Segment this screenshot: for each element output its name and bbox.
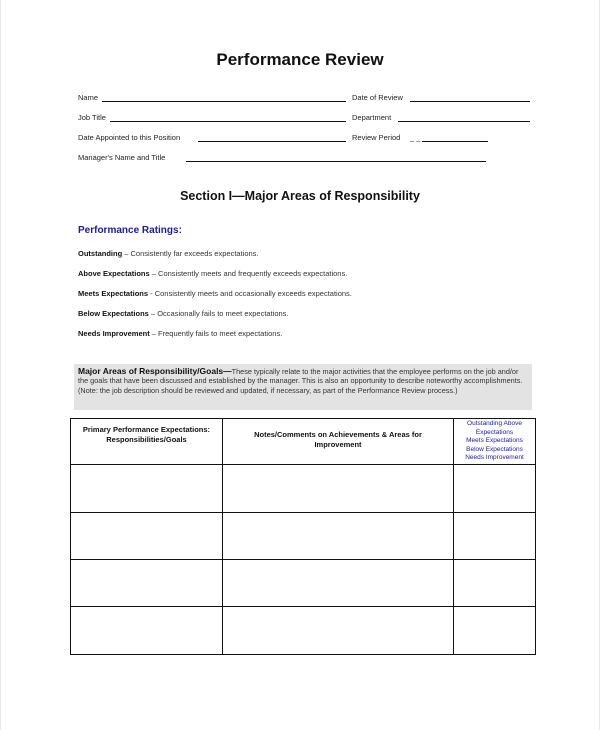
review-period-dashes: _ _ xyxy=(410,133,421,142)
goal-cell[interactable] xyxy=(71,513,223,560)
rating-outstanding xyxy=(78,249,259,258)
date-of-review-field[interactable] xyxy=(410,101,530,102)
legend-below: Below Expectations xyxy=(466,445,523,453)
rating-term: Needs Improvement xyxy=(78,329,150,338)
rating-cell[interactable] xyxy=(454,465,536,513)
manager-label: Manager's Name and Title xyxy=(78,153,166,162)
date-appointed-row xyxy=(78,133,538,145)
rating-above-expectations xyxy=(78,269,347,278)
rating-cell[interactable] xyxy=(454,607,536,655)
legend-needs-improvement: Needs Improvement xyxy=(465,454,524,462)
date-appointed-field[interactable] xyxy=(198,141,346,142)
rating-desc: - Consistently meets and occasionally exceeds expectations. xyxy=(148,289,352,298)
rating-desc: – Frequently fails to meet expectations. xyxy=(149,329,283,338)
goals-instructions-box xyxy=(74,364,532,410)
rating-below-expectations xyxy=(78,309,289,318)
rating-term: Below Expectations xyxy=(78,309,149,318)
date-appointed-label: Date Appointed to this Position xyxy=(78,133,181,142)
rating-term: Outstanding xyxy=(78,249,123,258)
table-row xyxy=(71,513,536,560)
header-expectations xyxy=(71,419,223,465)
legend-outstanding: Outstanding Above Expectations xyxy=(467,420,522,436)
header-notes xyxy=(223,419,454,465)
review-period-label: Review Period xyxy=(352,133,401,142)
legend-meets: Meets Expectations xyxy=(466,437,523,445)
rating-cell[interactable] xyxy=(454,513,536,560)
page-title: Performance Review xyxy=(216,50,384,69)
notes-cell[interactable] xyxy=(223,607,454,655)
rating-desc: – Consistently far exceeds expectations. xyxy=(122,249,259,258)
rating-desc: – Occasionally fails to meet expectations. xyxy=(148,309,289,318)
rating-meets-expectations xyxy=(78,289,352,298)
ratings-heading: Performance Ratings: xyxy=(78,225,182,236)
table-row xyxy=(71,560,536,607)
rating-term: Meets Expectations xyxy=(78,289,149,298)
notes-cell[interactable] xyxy=(223,560,454,607)
review-table xyxy=(70,418,536,655)
goal-cell[interactable] xyxy=(71,465,223,513)
header-notes-label: Notes/Comments on Achievements & Areas for Improvement xyxy=(254,430,422,449)
table-row xyxy=(71,465,536,513)
table-row xyxy=(71,607,536,655)
name-row xyxy=(78,93,538,105)
department-label: Department xyxy=(352,113,392,122)
rating-needs-improvement xyxy=(78,329,282,338)
header-rating-legend xyxy=(454,419,536,465)
date-of-review-label: Date of Review xyxy=(352,93,403,102)
job-title-field[interactable] xyxy=(110,121,346,122)
rating-desc: – Consistently meets and frequently exceeds expectations. xyxy=(149,269,348,278)
name-label: Name xyxy=(78,93,99,102)
manager-row xyxy=(78,153,538,165)
goal-cell[interactable] xyxy=(71,560,223,607)
header-expectations-label: Primary Performance Expectations: Responsibilities/Goals xyxy=(82,425,211,444)
section-title: Section I—Major Areas of Responsibility xyxy=(180,189,420,203)
goals-text: These typically relate to the major activities that the employee performs on the job and/or the goals that have been discussed and established by the manager. This is also an opportunity to describe noteworthy accomplishments. (Note: the job description should be reviewed and updated, if necessary, as part of the Performance Review process.) xyxy=(78,367,523,395)
manager-field[interactable] xyxy=(186,161,486,162)
goals-heading: Major Areas of Responsibility/Goals— xyxy=(78,366,232,376)
job-title-row xyxy=(78,113,538,125)
goal-cell[interactable] xyxy=(71,607,223,655)
rating-cell[interactable] xyxy=(454,560,536,607)
notes-cell[interactable] xyxy=(223,513,454,560)
table-header-row xyxy=(71,419,536,465)
job-title-label: Job Title xyxy=(78,113,106,122)
department-field[interactable] xyxy=(398,121,530,122)
name-field[interactable] xyxy=(102,101,346,102)
review-period-field[interactable] xyxy=(422,141,488,142)
rating-term: Above Expectations xyxy=(78,269,150,278)
notes-cell[interactable] xyxy=(223,465,454,513)
